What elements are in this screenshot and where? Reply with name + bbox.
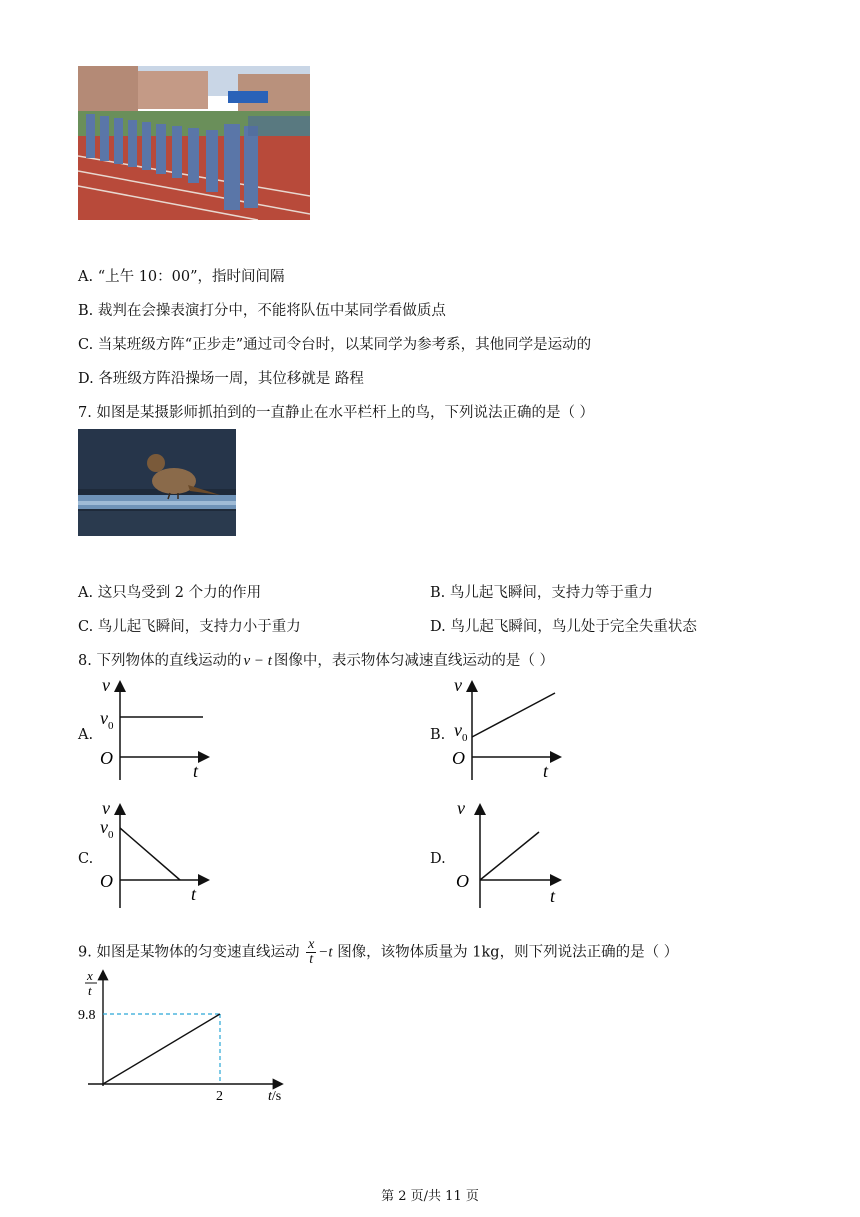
origin-label: O [100, 748, 113, 768]
y-axis-label-num: x [87, 968, 93, 983]
page-footer: 第 2 页/共 11 页 [381, 1189, 479, 1204]
y-axis-label-den: t [88, 983, 92, 998]
v-axis-label: v [102, 675, 110, 695]
q8-graph-c [95, 798, 220, 910]
x-axis-label-hidden: t/s [78, 966, 79, 967]
origin-label: O [456, 871, 469, 891]
v-axis-label: v [454, 675, 462, 695]
q9-stem-after: 图像，该物体质量为 1kg，则下列说法正确的是（ ） [337, 944, 679, 961]
q6-option-a: A. “上午 10：00”，指时间间隔 [78, 269, 285, 285]
q6-option-b: B. 裁判在会操表演打分中，不能将队伍中某同学看做质点 [78, 303, 446, 319]
q9-formula-den: t [309, 952, 314, 967]
origin-label: O [100, 871, 113, 891]
q9-formula [306, 938, 316, 967]
q7-stem: 7. 如图是某摄影师抓拍到的一直静止在水平栏杆上的鸟，下列说法正确的是（ ） [78, 405, 595, 421]
q8-label-a: A. [78, 727, 94, 743]
series-line-d [480, 832, 539, 880]
x-axis-label: t/s [268, 1089, 282, 1104]
q9-stem-before: 9. 如图是某物体的匀变速直线运动 [78, 944, 300, 961]
q8-stem-formula: v − t [243, 653, 272, 669]
t-axis-label: t [550, 886, 556, 906]
q9-graph [78, 966, 298, 1106]
v0-label: $v_0$ [100, 708, 114, 732]
q9-stem [78, 938, 678, 967]
drill-photo [78, 66, 310, 220]
v0-label: $v_0$ [454, 720, 468, 744]
v-axis-label: v [457, 798, 465, 818]
x-value-label: 2 [216, 1089, 223, 1104]
q8-stem-before: 8. 下列物体的直线运动的 [78, 653, 242, 669]
q7-option-d: D. 鸟儿起飞瞬间，鸟儿处于完全失重状态 [430, 619, 697, 635]
q8-graph-d [447, 798, 572, 910]
y-value-label: 9.8 [78, 1008, 96, 1023]
t-axis-label: t [193, 761, 199, 781]
v-axis-label: v [102, 798, 110, 818]
q9-formula-tail: −t [318, 944, 333, 961]
bird-photo [78, 429, 236, 536]
q7-option-c: C. 鸟儿起飞瞬间，支持力小于重力 [78, 619, 301, 635]
series-line-b [472, 693, 555, 737]
v0-label: $v_0$ [100, 817, 114, 841]
t-axis-label: t [543, 761, 549, 781]
q8-label-b: B. [430, 727, 446, 743]
q8-label-d: D. [430, 851, 446, 867]
origin-label: O [452, 748, 465, 768]
q7-option-b: B. 鸟儿起飞瞬间，支持力等于重力 [430, 585, 653, 601]
q8-graph-a [95, 675, 220, 787]
q8-graph-b [447, 675, 572, 787]
t-axis-label: t [191, 884, 197, 904]
series-line-c [120, 828, 180, 880]
q9-formula-num: x [308, 937, 315, 952]
q6-option-c: C. 当某班级方阵“正步走”通过司令台时，以某同学为参考系，其他同学是运动的 [78, 337, 592, 353]
q8-stem-after: 图像中，表示物体匀减速直线运动的是（ ） [273, 653, 555, 669]
q6-option-d: D. 各班级方阵沿操场一周，其位移就是 路程 [78, 371, 364, 387]
q8-label-c: C. [78, 851, 94, 867]
q8-stem [78, 651, 554, 671]
series-line-q9 [103, 1014, 220, 1084]
q7-option-a: A. 这只鸟受到 2 个力的作用 [78, 585, 262, 601]
